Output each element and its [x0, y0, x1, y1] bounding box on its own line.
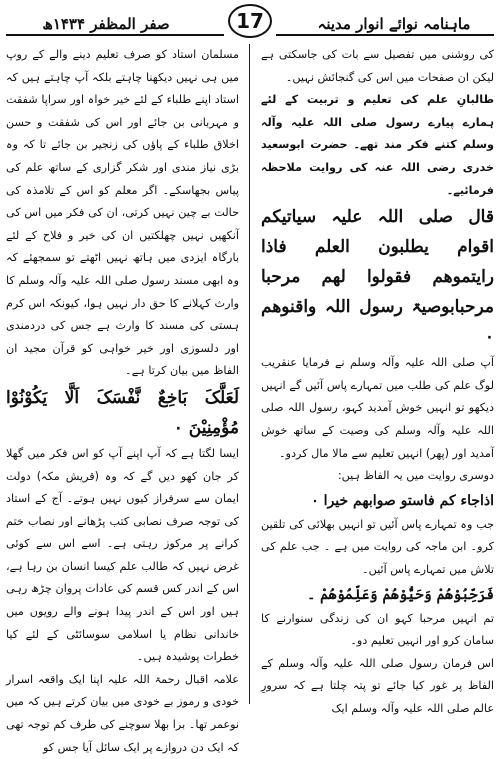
- paragraph: طالبانِ علم کی تعلیم و تربیت کے لئے ہمارے پیارے رسول صلی اللہ علیہ وآلہ وسلم کتنے فکر مند تھے۔ حضرت ابوسعید خدری رضی اللہ عنہ کی روایت ملاحظہ فرمائیے۔: [261, 93, 494, 197]
- column-divider: [249, 44, 250, 704]
- arabic-hadith: قال صلی اللہ علیہ سیاتیکم اقوام یطلبون العلم فاذا رایتموھم فقولوا لھم مرحبا مرحبابوصیۃ رسول اللہ واقنوھم ۰: [261, 207, 494, 348]
- paragraph: مسلمان استاد کو صرف تعلیم دینے والے کے روپ میں ہی نہیں دیکھنا چاہتے بلکہ آپ چاہتے ہیں کہ استاد اپنے طلباء کے لئے خیر خواہ اور سراپا شفقت و مہربانی بن جائے اور اس کی شفقت و حسن اخلاق طلباء کے پاؤں کی زنجیر بن جائے تا کہ وہ بڑی نیاز مندی اور شکر گزاری کے ساتھ علم کی پیاس بجھاسکے۔ اگر معلم کو اس کے تلامذہ کی حالت بے چین نہیں کرتی، ان کی فکر میں اس کی آنکھیں نہیں چھلکتیں ان کی خیر و فلاح کے لئے بارگاہ ایزدی میں ہاتھ نہیں اٹھتے تو سمجھئے کہ وہ ابھی مسند رسول صلی اللہ علیہ وآلہ وسلم کا وارث کہلانے کا حق دار نہیں ہوا، کیونکہ اس کرم ہستی کی مسند کا وارث ہے جس کی دردمندی اور دلسوزی اور خیر خواہی کو قرآن مجید ان الفاظ میں بیان کرتا ہے۔: [6, 48, 239, 378]
- page-header: [6, 4, 494, 40]
- paragraph: اس فرمان رسول صلی اللہ علیہ وآلہ وسلم کے الفاظ پر غور کیا جائے تو پتہ چلتا ہے کہ سرورِ عالم صلی اللہ علیہ وآلہ وسلم ایک: [261, 656, 494, 715]
- issue-date: صفر المظفر ۱۴۳۴ھ: [42, 15, 170, 33]
- magazine-title: ماہنامہ نوائے انوار مدینہ: [317, 15, 471, 33]
- quran-verse: لَعَلَّکَ بَاخِعٌ نَّفْسَکَ اَلَّا یَکُوْنُوْا مُؤْمِنِیْنَ ۰: [6, 387, 239, 438]
- header-rule-left: [6, 34, 224, 36]
- paragraph: علامہ اقبال رحمۃ اللہ علیہ اپنا ایک واقعہ اسرار خودی و رموز بے خودی میں بیان کرتے ہیں کہ میں نوعمر تھا۔ برا بھلا سوچنے کی طرف کم توجہ تھی کہ ایک دن دروازے پر ایک سائل آیا جس کو: [6, 672, 239, 754]
- arabic-hadith: اذاجاء کم فاستو صوابھم خیرا ۰: [311, 492, 494, 509]
- paragraph: تم انہیں مرحبا کہو ان کی زندگی سنوارنے کا سامان کرو اور انہیں تعلیم دو۔: [261, 611, 494, 648]
- paragraph: دوسری روایت میں یہ الفاظ ہیں:: [337, 469, 494, 483]
- paragraph: ایسا لگتا ہے کہ آپ اپنے آپ کو اس فکر میں گھلا کر جان کھو دیں گے کہ وہ (قریش مکہ) دولت ایمان سے سرفراز کیوں نہیں ہوتے۔ آج کے استاد کی توجہ صرف نصابی کتب پڑھانے اور نصاب ختم کرانے پر مرکوز رہتی ہے۔ اسے اس سے کوئی غرض نہیں کہ طالب علم کیسا انسان بن رہا ہے، اس کے اندر کس قسم کی عادات پروان چڑھ رہی ہیں اور اس کے اندر پیدا ہونے والے رویوں میں خاندانی نظام یا اسلامی سوسائٹی کے لئے کیا خطرات پوشیدہ ہیں۔: [6, 446, 239, 664]
- left-column: [6, 44, 239, 754]
- paragraph: آپ صلی اللہ علیہ وآلہ وسلم نے فرمایا عنقریب لوگ علم کی طلب میں تمہارے پاس آئیں گے انہیں دیکھو تو انہیں خوش آمدید کہو، رسول اللہ صلی اللہ علیہ وآلہ وسلم کی وصیت کے ساتھ خوش آمدید اور (پھر) انہیں تعلیم سے مالا مال کردو۔: [261, 356, 494, 460]
- paragraph: کی روشنی میں تفصیل سے بات کی جاسکتی ہے لیکن ان صفحات میں اس کی گنجائش نہیں۔: [261, 48, 494, 84]
- paragraph: جب وہ تمہارے پاس آئیں تو انہیں بھلائی کی تلقین کرو۔ ابن ماجہ کی روایت میں ہے ۔ جب علم کی تلاش میں تمہارے پاس آئیں۔: [261, 517, 494, 576]
- page-number-badge: 17: [228, 4, 272, 38]
- right-column: [261, 44, 494, 715]
- arabic-hadith: فَرَحِّبُوْھُمْ وَحَیُّوْھُمْ وَعَلِّمُوْھُمْ ۔: [307, 586, 494, 603]
